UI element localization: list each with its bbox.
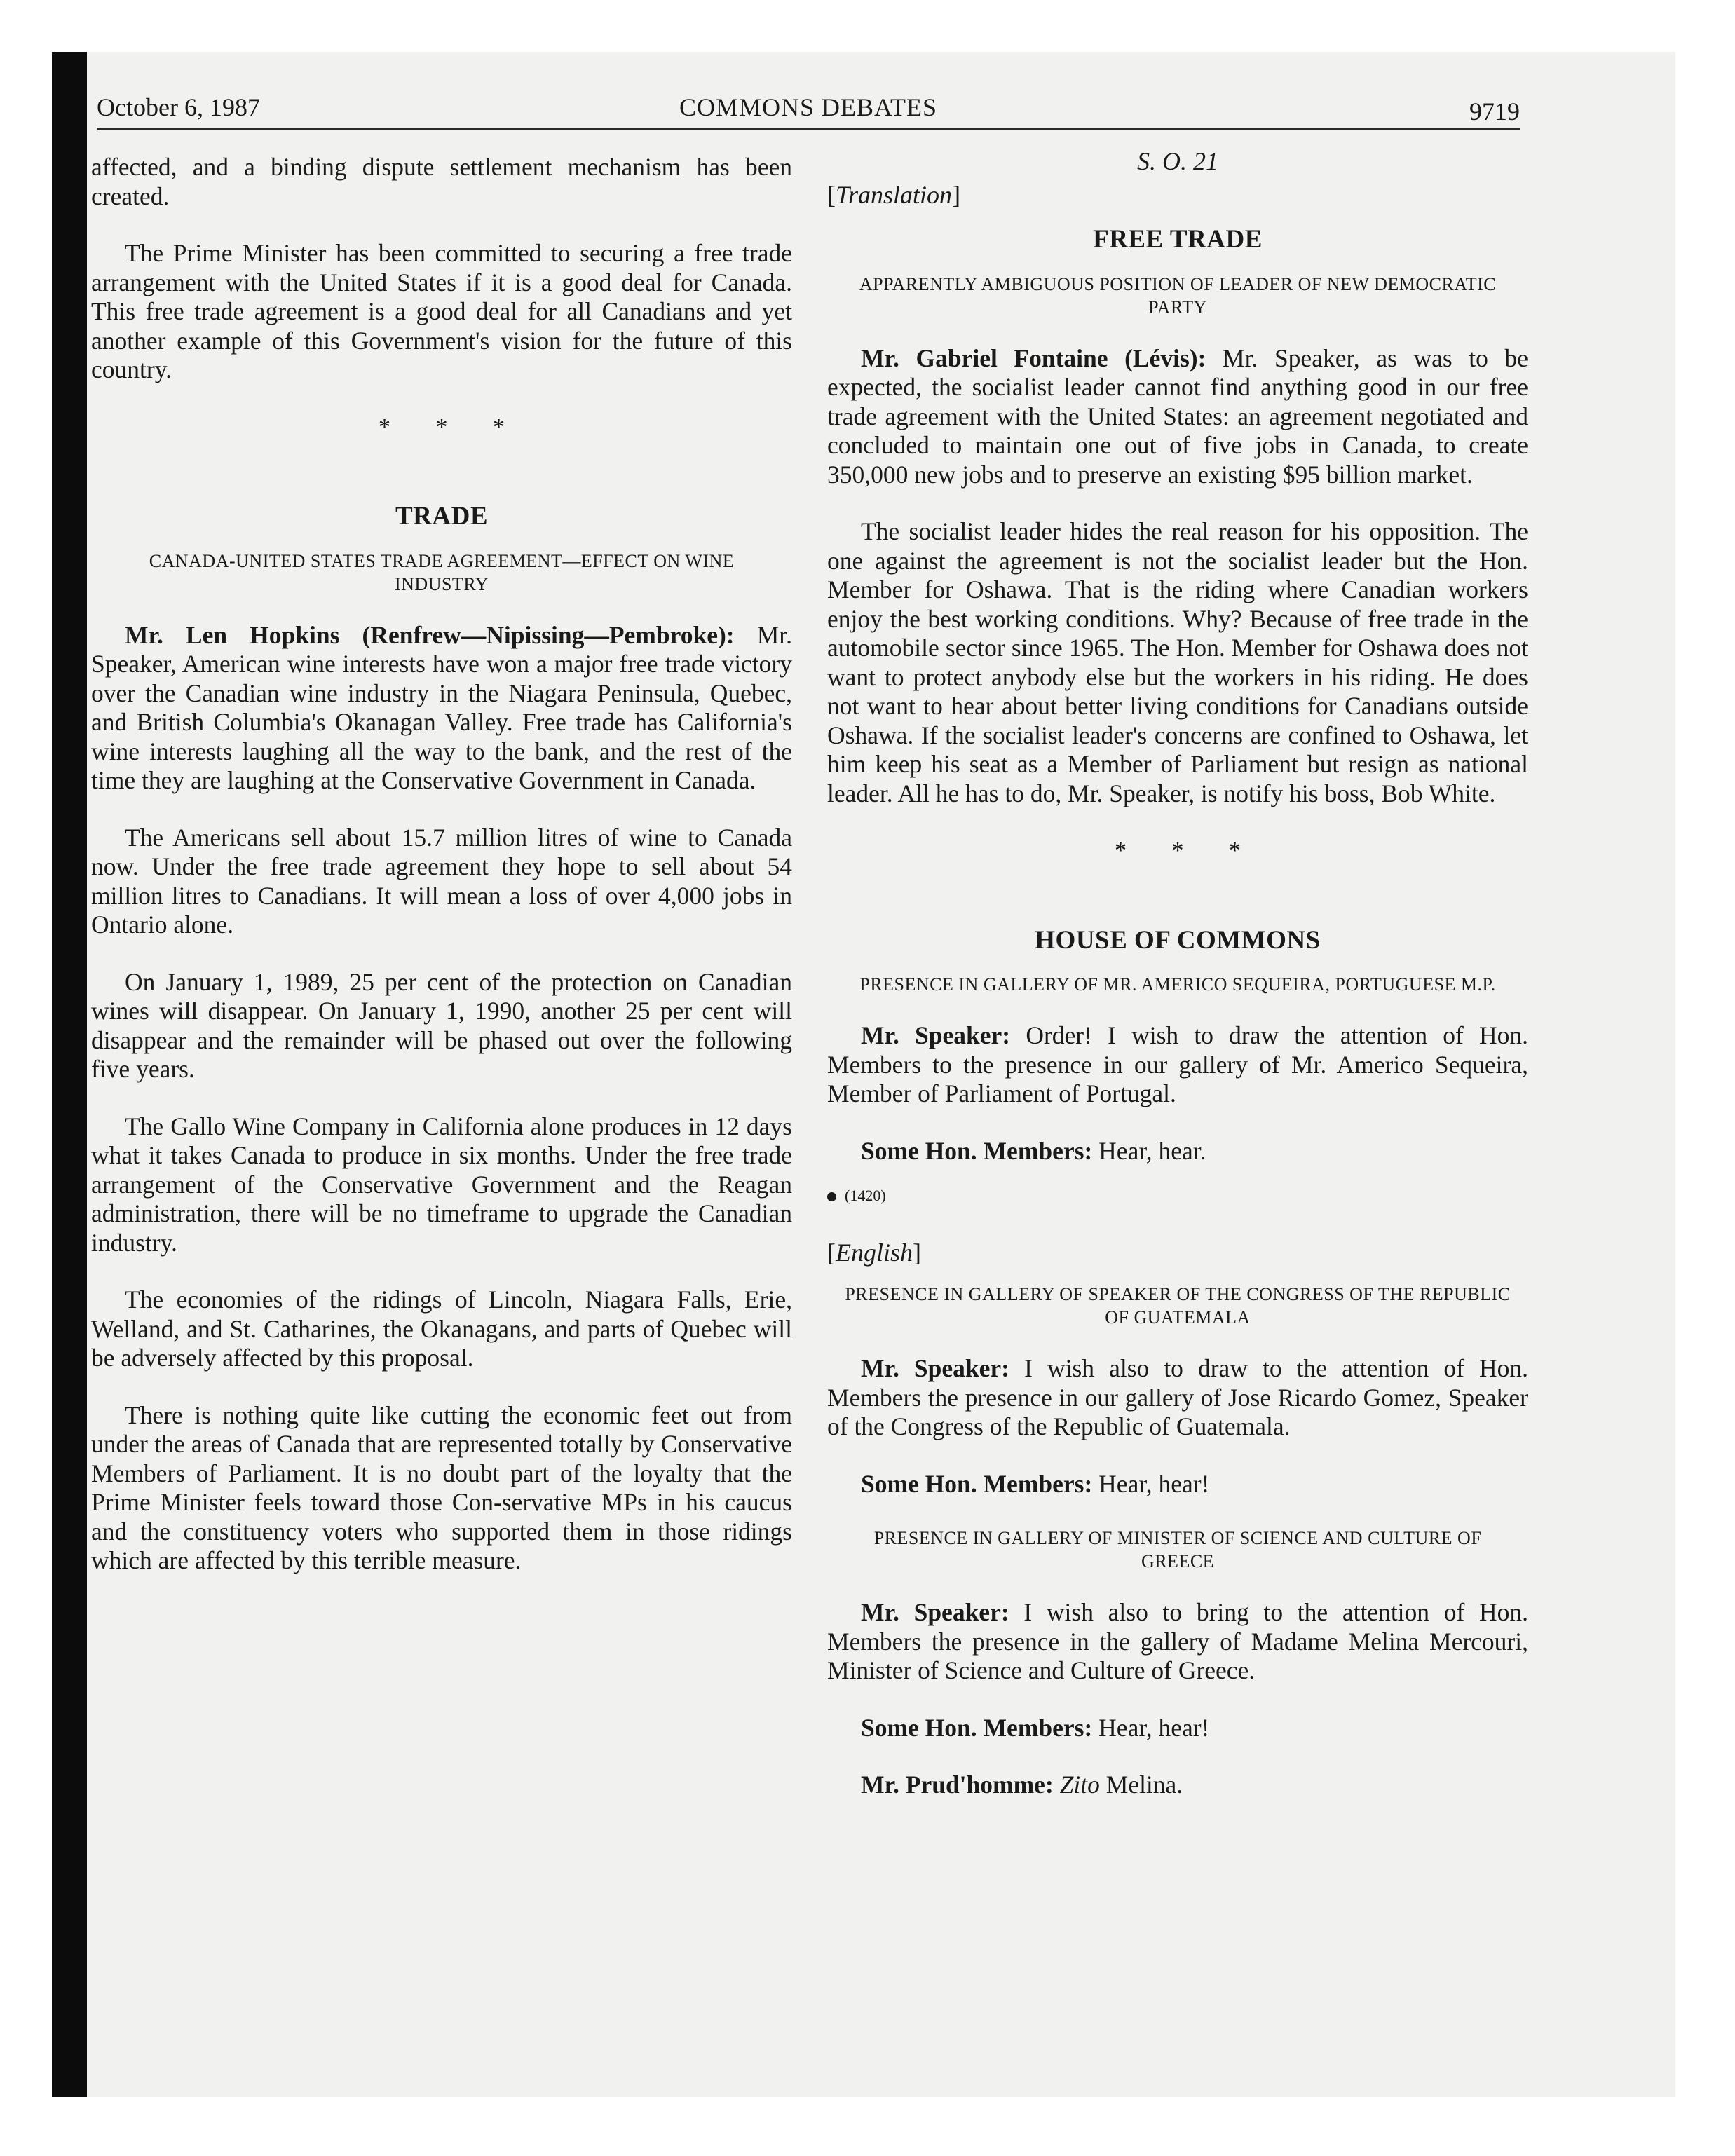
header-date: October 6, 1987	[97, 93, 260, 121]
speech-text: Hear, hear!	[1098, 1713, 1210, 1742]
section-subheading: APPARENTLY AMBIGUOUS POSITION OF LEADER OF NEW DEMOCRATIC PARTY	[859, 273, 1497, 318]
time-marker	[827, 1181, 1528, 1210]
speech-paragraph	[827, 1137, 1528, 1166]
speaker-name: Mr. Prud'homme:	[861, 1770, 1054, 1799]
speech-text: Hear, hear.	[1098, 1136, 1206, 1165]
speech-text: I wish also to bring to the attention of Hon. Members the presence in the gallery of Madame Melina Mercouri, Minister of Science and Culture of Greece.	[827, 1598, 1529, 1684]
section-separator: * * *	[1115, 838, 1260, 864]
right-column	[827, 147, 1529, 1828]
translation-label: Translation	[836, 180, 953, 209]
paragraph: The economies of the ridings of Lincoln, Niagara Falls, Erie, Welland, and St. Catharines, the Okanagans, and parts of Quebec will be adversely affected by this proposal.	[91, 1285, 792, 1372]
header-title: COMMONS DEBATES	[679, 93, 938, 121]
speaker-name: Mr. Gabriel Fontaine (Lévis):	[861, 343, 1206, 372]
time-marker-text: (1420)	[845, 1187, 886, 1204]
speaker-name: Mr. Speaker:	[861, 1021, 1011, 1049]
language-note: [Translation]	[827, 180, 961, 209]
section-subheading: PRESENCE IN GALLERY OF SPEAKER OF THE CONGRESS OF THE REPUBLIC OF GUATEMALA	[845, 1284, 1511, 1328]
speech-text: Hear, hear!	[1098, 1469, 1210, 1498]
paragraph: The Gallo Wine Company in California alone produces in 12 days what it takes Canada to produce in six months. Under the free trade arrangement of the Conservative Government and the Reagan administration, there will be no timeframe to upgrade the Canadian industry.	[91, 1112, 792, 1257]
speaker-name: Mr. Speaker:	[861, 1354, 1010, 1382]
standing-order-label: S. O. 21	[1137, 147, 1218, 175]
paragraph: affected, and a binding dispute settlement mechanism has been created.	[91, 153, 792, 210]
left-column	[91, 153, 792, 1604]
speech-paragraph	[827, 1470, 1528, 1499]
section-subheading: PRESENCE IN GALLERY OF MR. AMERICO SEQUEIRA, PORTUGUESE M.P.	[859, 974, 1496, 995]
section-heading-trade: TRADE	[395, 502, 489, 531]
speaker-name: Some Hon. Members:	[861, 1469, 1093, 1498]
speech-text: I wish also to draw to the attention of Hon. Members the presence in our gallery of Jose Ricardo Gomez, Speaker of the Congress of the Republic of Guatemala.	[827, 1354, 1529, 1440]
scan-edge-shadow	[52, 52, 87, 2097]
paragraph: There is nothing quite like cutting the economic feet out from under the areas of Canada that are represented totally by Conservative Members of Parliament. It is no doubt part of the loyalty that the Prime Minister feels toward those Con-servative MPs in his caucus and the constituency voters who supported them in those ridings which are affected by this terrible measure.	[91, 1400, 792, 1574]
speech-paragraph	[827, 1598, 1528, 1686]
speaker-name: Mr. Speaker:	[861, 1598, 1009, 1626]
paragraph: The Prime Minister has been committed to securing a free trade arrangement with the United States if it is a good deal for Canada. This free trade agreement is a good deal for all Canadians and yet another example of this Government's vision for the future of this country.	[91, 239, 792, 383]
section-heading-house-of-commons: HOUSE OF COMMONS	[1035, 925, 1321, 955]
paragraph: The Americans sell about 15.7 million litres of wine to Canada now. Under the free trade agreement they hope to sell about 54 million litres to Canadians. It will mean a loss of over 4,000 jobs in Ontario alone.	[91, 823, 792, 939]
bullet-icon	[827, 1192, 836, 1201]
section-heading-free-trade: FREE TRADE	[1093, 225, 1263, 254]
speech-paragraph	[827, 1354, 1528, 1442]
speech-paragraph	[827, 1770, 1528, 1800]
speech-text: Order! I wish to draw the attention of Hon. Members to the presence in our gallery of Mr. Americo Sequeira, Member of Parliament of Portugal.	[827, 1021, 1529, 1107]
section-separator: * * *	[379, 414, 524, 440]
speech-text: Melina.	[1105, 1770, 1183, 1799]
section-subheading: CANADA-UNITED STATES TRADE AGREEMENT—EFFECT ON WINE INDUSTRY	[149, 550, 735, 594]
speaker-name: Some Hon. Members:	[861, 1136, 1093, 1165]
paragraph: The socialist leader hides the real reason for his opposition. The one against the agreement is not the socialist leader but the Hon. Member for Oshawa. That is the riding where Canadian workers enjoy the best working conditions. Why? Because of free trade in the automobile sector since 1965. The Hon. Member for Oshawa does not want to protect anybody else but the workers in his riding. He does not want to hear about better living conditions for Canadians outside Oshawa. If the socialist leader's concerns are confined to Oshawa, let him keep his seat as a Member of Parliament but resign as national leader. All he has to do, Mr. Speaker, is notify his boss, Bob White.	[827, 517, 1528, 807]
speech-paragraph	[827, 1714, 1528, 1743]
speech-paragraph	[827, 1021, 1528, 1109]
speaker-name: Mr. Len Hopkins (Renfrew—Nipissing—Pembroke):	[125, 620, 735, 649]
speech-text: Mr. Speaker, American wine interests have won a major free trade victory over the Canadian wine industry in the Niagara Peninsula, Quebec, and British Columbia's Okanagan Valley. Free trade has California's wine interests laughing all the way to the bank, and the rest of the time they are laughing at the Conservative Government in Canada.	[91, 620, 793, 794]
header-page-number: 9719	[1469, 97, 1520, 125]
speech-paragraph	[827, 344, 1528, 490]
speech-paragraph	[91, 621, 792, 796]
english-label: English	[836, 1238, 913, 1267]
language-note: [English]	[827, 1238, 922, 1267]
speech-text: Mr. Speaker, as was to be expected, the socialist leader cannot find anything good in our free trade agreement with the United States: an agreement negotiated and concluded to maintain one out of five jobs in Canada, to create 350,000 new jobs and to preserve an existing $95 billion market.	[827, 343, 1528, 489]
speaker-name: Some Hon. Members:	[861, 1713, 1093, 1742]
page-header	[97, 91, 1520, 130]
section-subheading: PRESENCE IN GALLERY OF MINISTER OF SCIENCE AND CULTURE OF GREECE	[873, 1528, 1482, 1571]
italic-word: Zito	[1059, 1770, 1100, 1799]
paragraph: On January 1, 1989, 25 per cent of the protection on Canadian wines will disappear. On January 1, 1990, another 25 per cent will disappear and the remainder will be phased out over the following five years.	[91, 967, 792, 1083]
